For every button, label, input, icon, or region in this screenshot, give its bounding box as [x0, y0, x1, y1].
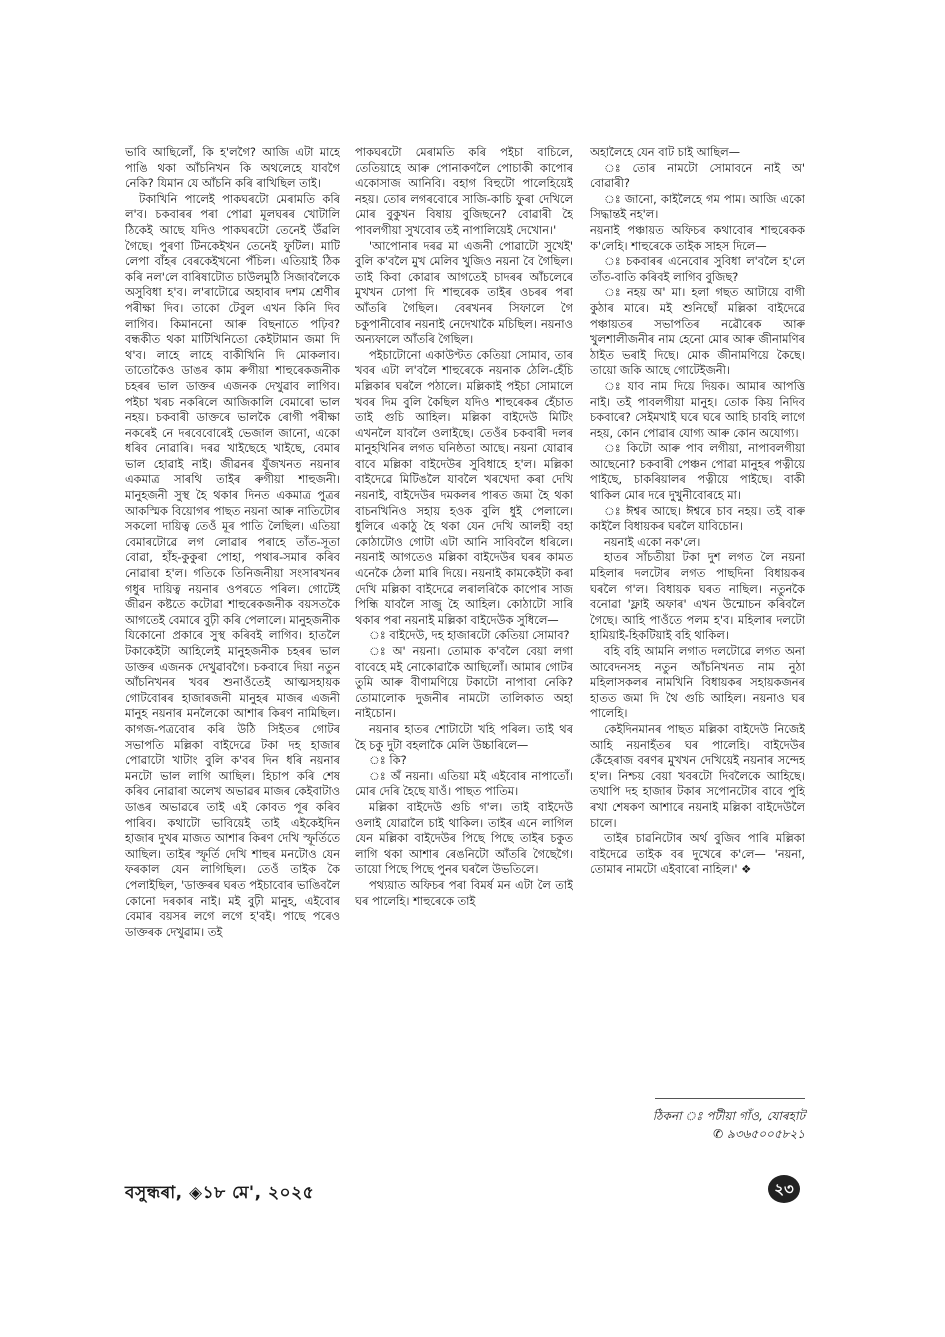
paragraph: ঃ চকবাৰৰ এনেবোৰ সুবিধা ল'বলৈ হ'লে তাঁত-বাতি কৰিবই লাগিব বুজিছ?: [590, 254, 805, 284]
publication-footer: বসুন্ধৰা, ◈১৮ মে', ২০২৫: [125, 1183, 315, 1203]
paragraph: ঃ কিটো আৰু পাব লগীয়া, নাপাবলগীয়া আছেনো? চকবাৰী পেঞ্চন পোৱা মানুহৰ পত্নীয়ে পাইছে, চাকৰিয়ালৰ পত্নীয়ে পাইছে। বাকী থাকিল মোৰ দৰে দুখুনীবোৰহে মা।: [590, 441, 805, 503]
paragraph: কেইদিনমানৰ পাছত মল্লিকা বাইদেউ নিজেই আহি নয়নাহঁতৰ ঘৰ পালেহি। বাইদেউৰ কেঁহেৰাজ বৰণৰ মুখখন দেখিয়েই নয়নাৰ সন্দেহ হ'ল। নিশ্চয় বেয়া খবৰটো দিবলৈকে আহিছে। তথাপি দহ হাজাৰ টকাৰ সপোনটোৰ বাবে পুহি ৰখা শেষকণ আশাৰে নয়নাই মল্লিকা বাইদেউলৈ চালে।: [590, 721, 805, 830]
paragraph: বহি বহি আমনি লগাত দলটোৱে লগত অনা আবেদনসহ নতুন আঁচনিখনত নাম নুঠা মহিলাসকলৰ নামখিনি বিধায়কৰ সহায়কজনৰ হাতত জমা দি থৈ গুচি আহিল। নয়নাও ঘৰ পালেহি।: [590, 644, 805, 721]
paragraph: ভাবি আছিলোঁ, কি হ'লগৈ? আজি এটা মাহে পাঙি থকা আঁচনিখন কি অথলেহে যাবগৈ নেকি? যিমান যে আঁচনি কৰি ৰাখিছিল তাই।: [125, 145, 340, 191]
article-column-3: [590, 145, 805, 1135]
paragraph: টকাখিনি পালেই পাকঘৰটো মেৰামতি কৰি ল'ব। চকবাৰৰ পৰা পোৱা মূলঘৰৰ খোটালি ঠিকেই আছে যদিও পাকঘৰটো তেনেই উঁৱলি গৈছে। পুৰণা টিনকেইখন তেনেই ফুটিল। মাটি লেপা বাঁহৰ বেৰকেইখনো পঁচিল। এতিয়াই ঠিক কৰি নল'লে বাৰিষাটোত চাউলমুঠি সিজাবলৈকে অসুবিধা হ'ব। ল'ৰাটোৱে অহাবাৰ দশম শ্ৰেণীৰ পৰীক্ষা দিব। তাকো টেবুল এখন কিনি দিব লাগিব। কিমাননো আৰু বিছনাতে পঢ়িব? বন্ধকীত থকা মাটিখিনিতো কেইটামান জমা দি থ'ব। লাহে লাহে বাকীখিনি দি মোকলাব। তাতোকৈও ডাঙৰ কাম ৰুগীয়া শাহুৰেকজনীক চহৰৰ ভাল ডাক্তৰ এজনক দেখুৱাব লাগিব। পইচা খৰচ নকৰিলে আজিকালি বেমাৰো ভাল নহয়। চকবাৰী ডাক্তৰে ভালকৈ ৰোগী পৰীক্ষা নকৰেই নে দৰবেবোৰেই ভেজাল জানো, একো ধৰিব নোৱাৰি। দৰৱ খাইছেহে খাইছে, বেমাৰ ভাল হোৱাই নাই। জীৱনৰ যুঁজখনত নয়নাৰ একমাত্ৰ সাৰথি তাইৰ ৰুগীয়া শাহুজনী। মানুহজনী সুস্থ হৈ থকাৰ দিনত একমাত্ৰ পুত্ৰৰ আকস্মিক বিয়োগৰ পাছত নয়না আৰু নাতিটোৰ সকলো দায়িত্ব তেওঁ মূৰ পাতি লৈছিল। এতিয়া বেমাৰটোৱে লগ লোৱাৰ পৰাহে তাঁত-সূতা বোৱা, হাঁহ-কুকুৰা পোহা, পথাৰ-সমাৰ কৰিব নোৱাৰা হ'ল। গতিকে তিনিজনীয়া সংসাৰখনৰ গধুৰ দায়িত্ব নয়নাৰ ওপৰতে পৰিল। গোটেই জীৱন কষ্টতে কটোৱা শাহুৰেকজনীক বয়সতকৈ আগতেই বেমাৰে বুঢ়ী কৰি পেলালে। মানুহজনীক যিকোনো প্ৰকাৰে সুস্থ কৰিবই লাগিব। হাতলৈ টকাকেইটা আহিলেই মানুহজনীক চহৰৰ ভাল ডাক্তৰ এজনক দেখুৱাবগৈ। চকবাৰে দিয়া নতুন আঁচনিখনৰ খবৰ শুনাওঁতেই আত্মসহায়ক গোটবোৰৰ হাজাৰজনী মানুহৰ মাজৰ এজনী মানুহ নয়নাৰ মনলৈকো আশাৰ কিৰণ নামিছিল। কাগজ-পত্ৰবোৰ কৰি উঠি সিইতৰ গোটৰ সভাপতি মল্লিকা বাইদেৱে টকা দহ হাজাৰ পোৱাটো খাটাং বুলি ক'বৰ দিন ধৰি নয়নাৰ মনটো ভাল লাগি আছিল। হিচাপ কৰি শেষ কৰিব নোৱাৰা অলেখ অভাৱৰ মাজৰ কেইবাটাও ডাঙৰ অভাৱৰে তাই এই কোবত পূৰ কৰিব পাৰিব। কথাটো ভাবিয়েই তাই এইকেইদিন হাজাৰ দুখৰ মাজত আশাৰ কিৰণ দেখি স্ফূৰ্তিতে আছিল। তাইৰ স্ফূৰ্তি দেখি শাহুৰ মনটোও যেন ফৰকাল যেন লাগিছিল। তেওঁ তাইক কৈ পেলাইছিল, 'ডাক্তৰৰ ঘৰত পইচাবোৰ ভাঙিবলৈ কোনো দৰকাৰ নাই। মই বুঢ়ী মানুহ, এইবোৰ বেমাৰ বয়সৰ লগে লগে হ'বই। পাছে পৰেও ডাক্তৰক দেখুৱাম। তই: [125, 191, 340, 939]
author-address: ঠিকনা ঃ পটীয়া গাঁও, যোৰহাট: [652, 1109, 805, 1123]
paragraph: ঃ নহয় অ' মা। হলা গছত আটায়ে বাগী কুঠাৰ মাৰে। মই শুনিছোঁ মল্লিকা বাইদেৱে পঞ্চায়তৰ সভাপতিৰ নৱৌৰেক আৰু খুলশালীজনীৰ নাম হেনো মোৰ আৰু জীনামণিৰ ঠাইত ভৰাই দিছে। মোক জীনামণিয়ে কৈছে। তায়ো জকি আছে গোটেইজনী।: [590, 285, 805, 378]
paragraph: অহালৈহে যেন বাট চাই আছিল—: [590, 145, 741, 159]
signature-divider: [655, 1098, 805, 1099]
paragraph: নয়নাই একো নক'লে।: [604, 534, 701, 549]
author-phone: ✆ ৯৩৬৫০০৫৮২১: [713, 1127, 805, 1141]
paragraph: ঃ জানো, কাইলৈহে গম পাম। আজি একো সিদ্ধান্তই নহ'ল।: [590, 191, 805, 222]
paragraph: ঃ বাইদেউ, দহ হাজাৰটো কেতিয়া সোমাব?: [369, 628, 570, 643]
paragraph: পথ্যয়াত অফিচৰ পৰা বিমৰ্ষ মন এটা লৈ তাই ঘৰ পালেহি। শাহুৰেকে তাই: [355, 877, 573, 908]
page-number-badge: ২৩: [768, 1175, 800, 1203]
paragraph: মল্লিকা বাইদেউ গুচি গ'ল। তাই বাইদেউ ওলাই যোৱালৈ চাই থাকিল। তাইৰ এনে লাগিল যেন মল্লিকা বাইদেউৰ পিছে পিছে তাইৰ চকুত লাগি থকা আশাৰ ৰেঙনিটো আঁতৰি গৈছেগৈ। তায়ো পিছে পিছে পুনৰ ঘৰলৈ উভতিলে।: [355, 799, 573, 877]
article-column-2: [355, 145, 573, 1178]
paragraph: ঃ তোৰ নামটো সোমাবনে নাই অ' বোৱাৰী?: [590, 160, 805, 191]
paragraph: পইচাটোনো একাউণ্টত কেতিয়া সোমাব, তাৰ খবৰ এটা ল'বলৈ শাহুৰেকে নয়নাক ঠেলি-হেঁচি মল্লিকাৰ ঘৰলৈ পঠালে। মল্লিকাই পইচা সোমালে খবৰ দিম বুলি কৈছিল যদিও শাহুৰেকৰ হেঁচাত তাই গুচি আহিল। মল্লিকা বাইদেউ মিটিং এখনলৈ যাবলৈ ওলাইছে। তেওঁৰ চকবাৰী দলৰ মানুহখিনিৰ লগত ঘনিষ্ঠতা আছে। নয়না যোৱাৰ বাবে মল্লিকা বাইদেউৰ সুবিধাহে হ'ল। মল্লিকা বাইদেৱে মিটিঙলৈ যাবলৈ খৰখেদা কৰা দেখি নয়নাই, বাইদেউৰ দমকলৰ পাৰত জমা হৈ থকা বাচনখিনিও সহায় হওক বুলি ধুই পেলালে। ধুলিৰে একাঠু হৈ থকা যেন দেখি আলহী বহা কোঠাটোও গোটা এটা আনি সাবিবলৈ ধৰিলে। নয়নাই আগতেও মল্লিকা বাইদেউৰ ঘৰৰ কামত এনেকৈ ঠেলা মাৰি দিয়ে। নয়নাই কামকেইটা কৰা দেখি মল্লিকা বাইদেৱে লৰালৰিকৈ কাপোৰ সাজ পিন্ধি যাবলৈ সাজু হৈ আহিল। কোঠাটো সাৰি থকাৰ পৰা নয়নাই মল্লিকা বাইদেউক সুধিলে—: [355, 347, 573, 627]
paragraph: তাইৰ চাৱনিটোৰ অৰ্থ বুজিব পাৰি মল্লিকা বাইদেৱে তাইক বৰ দুখেৰে ক'লে— 'নয়না, তোমাৰ নামটো এইবাৰো নাহিল।' ❖: [590, 831, 805, 877]
paragraph: ঃ কি?: [369, 753, 407, 768]
paragraph: ঃ অ' নয়না। তোমাক ক'বলৈ বেয়া লগা বাবেহে মই নোকোৱাকৈ আছিলোঁ। আমাৰ গোটৰ তুমি আৰু বীণামণিয়ে টকাটো নাপাবা নেকি? তোমালোক দুজনীৰ নামটো তালিকাত অহা নাইচোন।: [355, 644, 573, 721]
article-column-1: [125, 145, 340, 1178]
paragraph: নয়নাই পঞ্চায়ত অফিচৰ কথাবোৰ শাহুৰেকক ক'লেহি। শাহুৰেকে তাইক সাহস দিলে—: [590, 222, 805, 253]
paragraph: পাকঘৰটো মেৰামতি কৰি পইচা বাচিলে, তেতিয়াহে আৰু পোনাকণলৈ পোচাকী কাপোৰ একোসাজ আনিবি। বহাগ বিহুটো পালেহিয়েই নহয়। তোৰ লগৰবোৰে সাজি-কাচি ফুৰা দেখিলে মোৰ বুকুখন বিষায় বুজিছনে? বোৱাৰী হৈ পাবলগীয়া সুখবোৰ তই নাপালিয়েই দেখোন।': [355, 145, 573, 237]
paragraph: ঃ ঈশ্বৰ আছে। ঈশ্বৰে চাব নহয়। তই বাৰু কাইলৈ বিধায়কৰ ঘৰলৈ যাবিচোন।: [590, 503, 805, 534]
paragraph: ঃ অঁ নয়না। এতিয়া মই এইবোৰ নাপাতোঁ। মোৰ দেৰি হৈছে যাওঁ। পাছত পাতিম।: [355, 768, 573, 799]
paragraph: ঃ যাব নাম দিয়ে দিয়ক। আমাৰ আপত্তি নাই। তই পাবলগীয়া মানুহ। তোক কিয় নিদিব চকবাৰে? সেইমখাই ঘৰে ঘৰে আহি চাবহি লাগে নহয়, কোন পোৱাৰ যোগ্য আৰু কোন অযোগ্য।: [590, 378, 805, 440]
paragraph: নয়নাৰ হাতৰ শোটাটো খহি পৰিল। তাই থৰ হৈ চকু দুটা বহলাকৈ মেলি উচ্চাৰিলে—: [355, 721, 573, 752]
paragraph: 'আপোনাৰ দৰৱ মা এজনী পোৱাটো সুখেই' বুলি ক'বলৈ মুখ মেলিব খুজিও নয়না বৈ গৈছিল। তাই কিবা কোৱাৰ আগতেই চাদৰৰ আঁচলেৰে মুখখন ঢোপা দি শাহুৰেক তাইৰ ওচৰৰ পৰা আঁতৰি গৈছিল। বেৰখনৰ সিফালে গৈ চকুপানীবোৰ নয়নাই নেদেখাকৈ মচিছিল। নয়নাও অন্যফালে আঁতৰি গৈছিল।: [355, 238, 573, 347]
paragraph: হাতৰ সাঁচতীয়া টকা দুশ লগত লৈ নয়না মহিলাৰ দলটোৰ লগত পাছদিনা বিধায়কৰ ঘৰলৈ গ'ল। বিধায়ক ঘৰত নাছিল। নতুনকৈ বনোৱা 'ফ্লাই অফাৰ' এখন উন্মোচন কৰিবলৈ গৈছে। আহি পাওঁতে পলম হ'ব। মহিলাৰ দলটো হামিয়াই-হিকটিয়াই বহি থাকিল।: [590, 550, 805, 643]
